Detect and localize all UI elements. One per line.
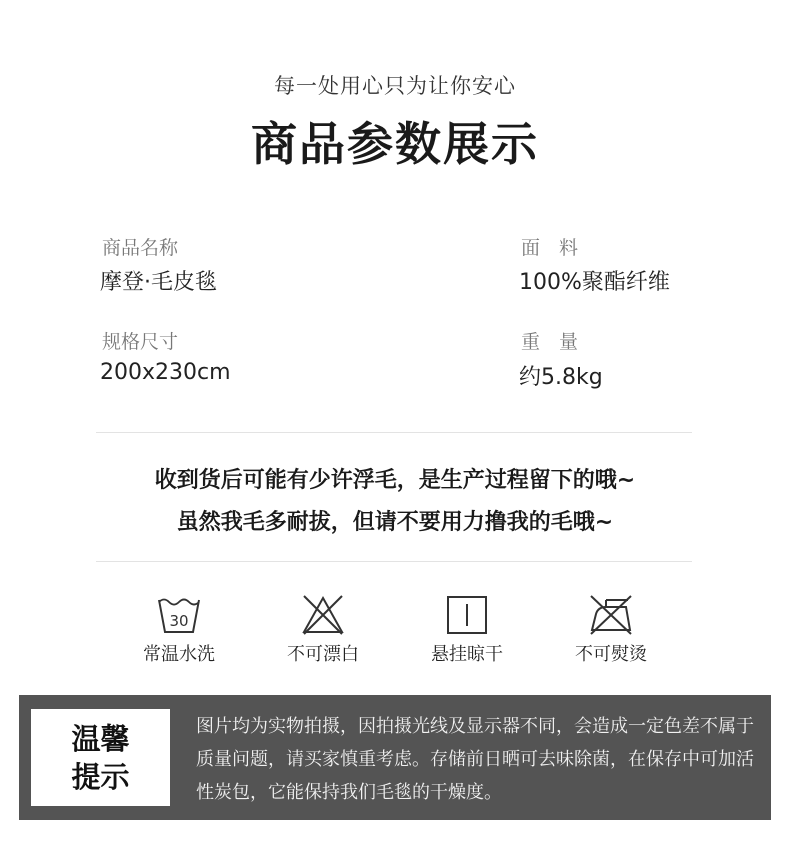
wash-30-icon [156,594,202,636]
no-iron-icon [586,594,636,636]
material-value: 100%聚酯纤维 [519,270,670,295]
tips-badge-line-1: 温馨 [71,721,130,756]
care-iron-label: 不可熨烫 [575,644,647,665]
notice-line-2: 虽然我毛多耐拔，但请不要用力撸我的毛哦~ [176,510,614,535]
tips-text: 图片均为实物拍摄，因拍摄光线及显示器不同，会造成一定色差不属于质量问题，请买家慎重考虑。存储前日晒可去味除菌，在保存中可加活性炭包，它能保持我们毛毯的干燥度。 [196,716,754,803]
care-wash-label: 常温水洗 [143,644,215,665]
no-bleach-icon [300,594,346,636]
care-dry-label: 悬挂晾干 [431,644,503,665]
line-dry-icon [444,594,490,636]
divider-bottom [96,561,692,562]
care-bleach-label: 不可漂白 [287,644,359,665]
tips-badge-line-2: 提示 [71,759,130,794]
divider-top [96,432,692,433]
page-subtitle: 每一处用心只为让你安心 [274,74,516,98]
care-bleach [263,594,383,666]
weight-value: 约5.8kg [519,365,603,390]
product-name-value: 摩登·毛皮毯 [100,270,217,295]
care-dry [407,594,527,666]
weight-label: 重 量 [521,331,579,353]
page-title: 商品参数展示 [251,117,539,171]
size-label: 规格尺寸 [102,331,179,353]
svg-text:30: 30 [169,612,189,630]
material-label: 面 料 [521,237,579,259]
product-name-label: 商品名称 [102,237,179,259]
size-value: 200x230cm [100,360,231,385]
notice-line-1: 收到货后可能有少许浮毛，是生产过程留下的哦~ [154,468,636,493]
care-wash [119,594,239,666]
tips-badge [31,709,170,806]
care-iron [551,594,671,666]
